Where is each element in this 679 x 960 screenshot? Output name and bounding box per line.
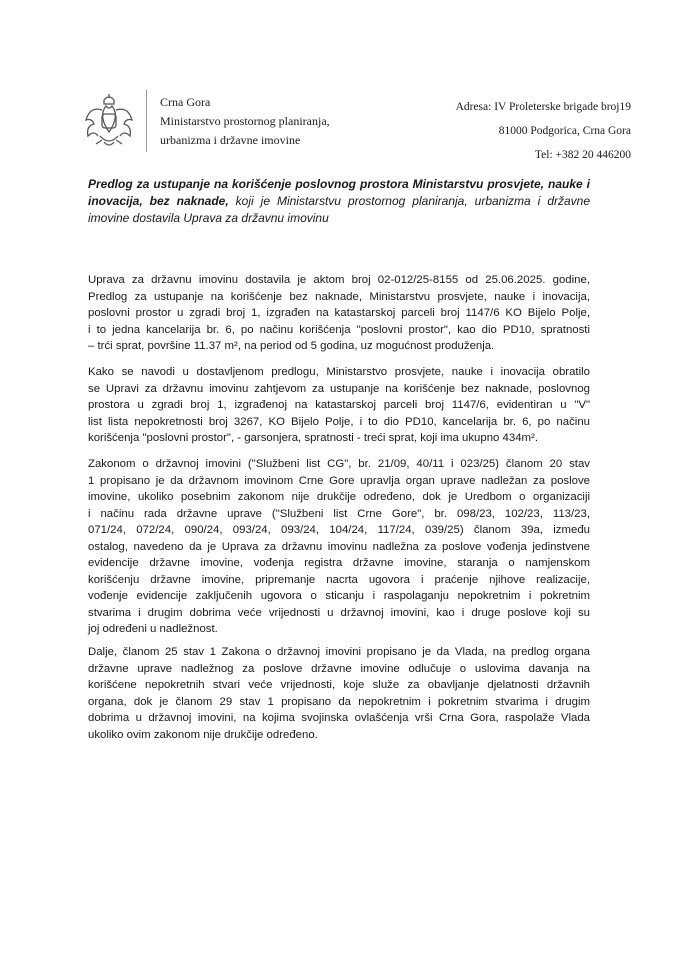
paragraph-line: se Upravi za državnu imovinu zahtjevom za ustupanje na korišćenje bez naknade, poslovnog bbox=[88, 382, 590, 395]
paragraph-line: stvarima i drugim dobrima veće vrijednosti u državnoj imovini, kao i druge poslove koji su bbox=[88, 606, 590, 619]
paragraph-line: ukoliko ovim zakonom nije drukčije određeno. bbox=[88, 728, 318, 741]
paragraph-line: korišćenju državne imovine, pripremanje nacrta ugovora i praćenje njihove realizacije, bbox=[88, 573, 590, 586]
paragraph-line: državne uprave nadležnog za poslove državne imovine odlučuje o uslovima davanja na bbox=[88, 662, 590, 675]
paragraph-line: i to jedna kancelarija br. 6, po načinu korišćenja "poslovni prostor", kao dio PD10, spratnosti bbox=[88, 323, 590, 336]
paragraph-2 bbox=[88, 364, 590, 447]
paragraph-4 bbox=[88, 644, 590, 743]
paragraph-line: Uprava za državnu imovinu dostavila je aktom broj 02-012/25-8155 od 25.06.2025. godine, bbox=[88, 274, 590, 286]
org-country: Crna Gora bbox=[160, 95, 211, 109]
title-rest: koji je Ministarstvu prostornog planiranja, urbanizma i državne bbox=[228, 194, 591, 208]
organization-name bbox=[160, 93, 330, 150]
paragraph-line: dobrima u državnoj imovini, na kojima svojinska ovlašćenja vrši Crna Gora, raspolaže Vlada bbox=[88, 712, 590, 724]
title-line bbox=[88, 210, 590, 227]
paragraph-line: evidencije državne imovine, vođenja registra državne imovine, staranja o namjenskom bbox=[88, 557, 590, 569]
header-divider bbox=[146, 90, 147, 152]
paragraph-line: organa, dok je članom 29 stav 1 propisano da nepokretnim i pokretnim stvarima i drugim bbox=[88, 695, 590, 708]
title-line bbox=[88, 176, 590, 193]
contact-address bbox=[456, 95, 631, 167]
title-line bbox=[88, 193, 590, 210]
paragraph-line: – trći sprat, površine 11.37 m², na period od 5 godina, uz mogućnost produženja. bbox=[88, 340, 495, 352]
paragraph-line: vođenje evidencije zaključenih ugovora o sticanju i raspolaganju nepokretnim i pokretnim bbox=[88, 590, 590, 602]
document-title bbox=[88, 176, 590, 227]
paragraph-line: Dalje, članom 25 stav 1 Zakona o državnoj imovini propisano je da Vlada, na predlog organa bbox=[88, 646, 590, 658]
paragraph-line: i načinu rada državne uprave ("Službeni list Crne Gore", br. 098/23, 102/23, 113/23, bbox=[88, 507, 590, 520]
paragraph-3 bbox=[88, 456, 590, 638]
org-ministry-line-1: Ministarstvo prostornog planiranja, bbox=[160, 114, 330, 128]
paragraph-line: 071/24, 072/24, 090/24, 093/24, 093/24, 104/24, 117/24, 039/25) članom 39a, između bbox=[88, 524, 590, 536]
paragraph-line: 1 propisano je da državnom imovinom Crne Gore upravlja organ uprave nadležan za poslove bbox=[88, 474, 590, 487]
paragraph-line: imovine, ukoliko posebnim zakonom nije drukčije određeno, dok je Uredbom o organizaciji bbox=[88, 491, 590, 503]
paragraph-line: Kako se navodi u dostavljenom predlogu, Ministarstvo prosvjete, nauke i inovacija obratilo bbox=[88, 366, 590, 378]
title-rest: imovine dostavila Uprava za državnu imovinu bbox=[88, 211, 329, 225]
coat-of-arms-logo bbox=[82, 92, 136, 152]
paragraph-line: ostalog, navedeno da je Uprava za državnu imovinu nadležna za poslove vođenja jedinstvene bbox=[88, 540, 590, 553]
paragraph-line: list lista nepokretnosti broj 3267, KO Bijelo Polje, i to dio PD10, kancelarija br. 6, po načinu bbox=[88, 415, 590, 428]
paragraph-line: joj određeni u nadležnost. bbox=[88, 623, 218, 635]
title-bold: Predlog za ustupanje na korišćenje poslovnog prostora Ministarstvu prosvjete, nauke i bbox=[88, 177, 590, 191]
paragraph-line: Zakonom o državnoj imovini ("Službeni list CG", br. 21/09, 40/11 i 023/25) članom 20 stav bbox=[88, 458, 590, 470]
paragraph-1 bbox=[88, 272, 590, 355]
paragraph-line: korišćene nepokretnih stvari veće vrijednosti, koje služe za obavljanje djelatnosti državnih bbox=[88, 679, 590, 691]
address-phone: Tel: +382 20 446200 bbox=[534, 149, 631, 161]
paragraph-line: poslovni prostor u zgradi broj 1, izgrađen na katastarskoj parceli broj 1147/6 KO Bijelo Polje, bbox=[88, 307, 590, 319]
title-bold: inovacija, bez naknade, bbox=[88, 194, 229, 208]
org-ministry-line-2: urbanizma i državne imovine bbox=[160, 133, 301, 147]
address-street: Adresa: IV Proleterske brigade broj19 bbox=[455, 101, 631, 113]
address-city: 81000 Podgorica, Crna Gora bbox=[498, 125, 631, 137]
paragraph-line: Predlog za ustupanje na korišćenje bez naknade, Ministarstvu prosvjete, nauke i inovacija, bbox=[88, 290, 590, 303]
paragraph-line: prostora u zgradi broj 1, izgrađenoj na katastarskoj parceli broj 1147/6, evidentiran u "V" bbox=[88, 399, 590, 411]
paragraph-line: korišćenja "poslovni prostor", - garsonjera, spratnosti - treći sprat, koji ima ukupno 434m². bbox=[88, 432, 538, 444]
